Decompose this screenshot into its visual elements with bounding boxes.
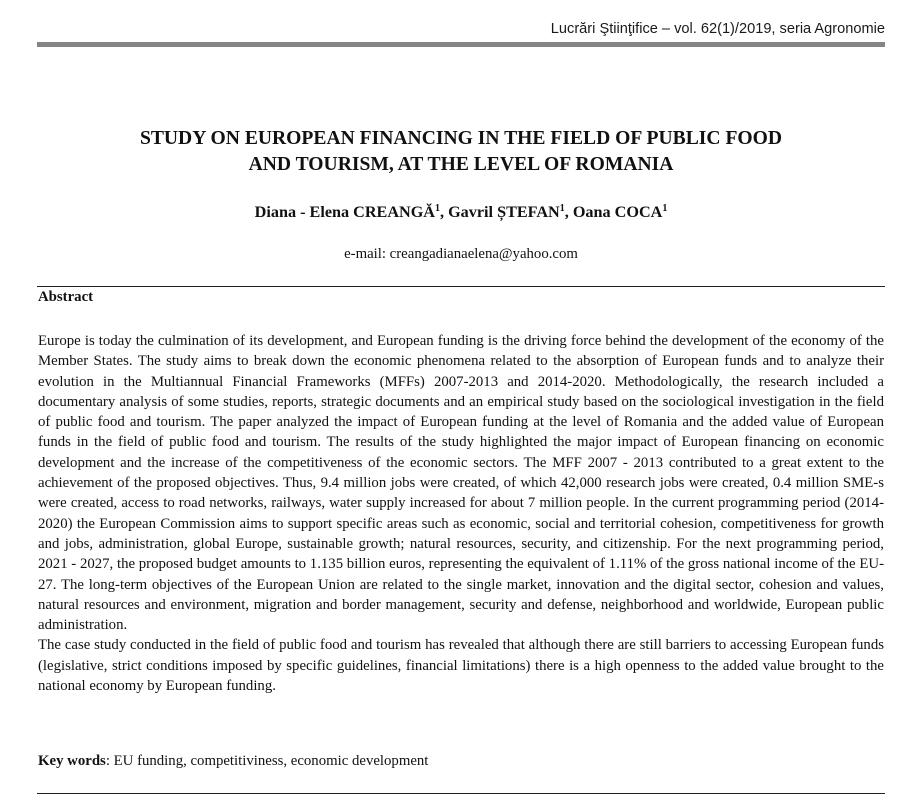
header-rule [37,42,885,47]
author-3-affiliation: 1 [662,203,668,214]
journal-header: Lucrări Ştiinţifice – vol. 62(1)/2019, seria Agronomie [550,21,885,37]
authors-line [37,203,885,222]
title-line-2: AND TOURISM, AT THE LEVEL OF ROMANIA [248,154,674,175]
title-line-1: STUDY ON EUROPEAN FINANCING IN THE FIELD OF PUBLIC FOOD [139,128,783,149]
keywords-line [38,753,428,770]
author-1-affiliation: 1 [434,203,440,214]
paper-title [37,126,885,178]
keywords-colon: : [105,753,114,769]
abstract-top-rule [37,286,885,287]
author-email: e-mail: creangadianaelena@yahoo.com [344,246,578,262]
abstract-body [38,331,884,696]
author-2-name: Gavril ȘTEFAN [448,203,560,221]
keywords-text: EU funding, competitiviness, economic development [113,753,429,769]
author-3-name: Oana COCA [572,203,663,221]
abstract-bottom-rule [37,793,885,794]
abstract-paragraph-1: Europe is today the culmination of its development, and European funding is the driving force behind the development of the economy of the Member States. The study aims to break down the economic phenomena related to the absorption of European funds and to analyze their evolution in the Multiannual Financial Frameworks (MFFs) 2007-2013 and 2014-2020. Methodologically, the research included a documentary analysis of some studies, reports, strategic documents and an empirical study based on the sociological investigation in the field of public food and tourism. The paper analyzed the impact of European funding at the level of Romania and the added value of European funds in the field of public food and tourism. The results of the study highlighted the major impact of European financing on economic development and the increase of the competitiveness of the economic sectors. The MFF 2007 - 2013 contributed to a great extent to the achievement of the proposed objectives. Thus, 9.4 million jobs were created, of which 42,000 research jobs were created, 0.4 million SME-s were created, access to road networks, railways, water supply increased for about 7 million people. In the current programming period (2014-2020) the European Commission aims to support specific areas such as economic, social and territorial cohesion, competitiveness for growth and jobs, administration, global Europe, sustainable growth; natural resources, security, and citizenship. For the next programming period, 2021 - 2027, the proposed budget amounts to 1.135 billion euros, representing the equivalent of 1.11% of the gross national income of the EU-27. The long-term objectives of the European Union are related to the single market, innovation and the digital sector, cohesion and values, natural resources and environment, migration and border management, security and defense, neighborhood and worldwide, European public administration. [38,333,884,634]
abstract-paragraph-2: The case study conducted in the field of public food and tourism has revealed that although there are still barriers to accessing European funds (legislative, strict conditions imposed by specific guidelines, financial limitations) there is a high openness to the added value brought to the national economy by European funding. [38,637,884,695]
author-2-affiliation: 1 [559,203,565,214]
author-1-name: Diana - Elena CREANGĂ [254,203,435,221]
abstract-heading: Abstract [38,289,94,305]
keywords-label: Key words [38,753,106,769]
author-separator-2: , [564,203,573,221]
author-separator-1: , [439,203,449,221]
